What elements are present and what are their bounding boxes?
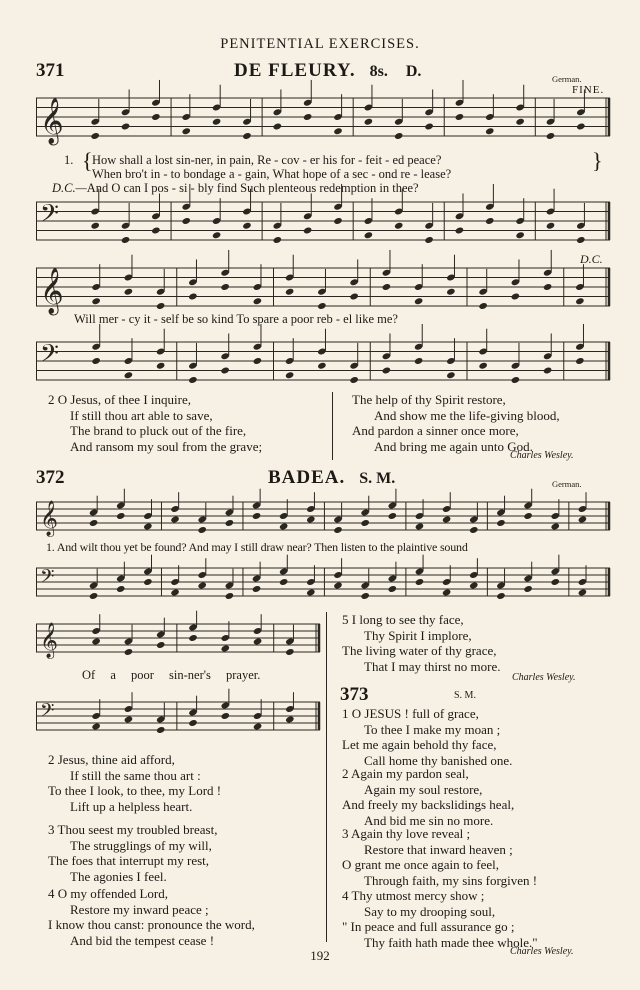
note-head: [90, 132, 99, 140]
stanza-line: 4 O my offended Lord,: [48, 886, 168, 901]
note-head: [188, 719, 197, 727]
stanza-line: The help of thy Spirit restore,: [352, 392, 506, 407]
composer: German.: [552, 479, 582, 489]
stanza-line: 3 Thou seest my troubled breast,: [48, 822, 218, 837]
note-head: [90, 222, 99, 230]
stanza: [342, 888, 538, 950]
note-head: [317, 302, 326, 310]
verse-number: 1.: [64, 153, 74, 167]
column-divider: [332, 392, 333, 460]
note-head: [360, 592, 369, 600]
treble-clef-icon: 𝄞: [40, 268, 64, 313]
lyric-line: 1. And wilt thou yet be found? And may I still draw near? Then listen to the plaintive sound: [46, 540, 468, 554]
note-head: [442, 516, 451, 524]
note-head: [349, 376, 358, 384]
note-head: [388, 512, 397, 520]
note-head: [333, 582, 342, 590]
note-head: [578, 589, 587, 597]
note-head: [188, 634, 197, 642]
note-head: [116, 512, 125, 520]
note-head: [578, 516, 587, 524]
tune-heading: [268, 467, 395, 489]
stanza-line: And bid me sin no more.: [364, 812, 494, 828]
stanza-line: " In peace and full assurance go ;: [342, 919, 515, 934]
stanza-line: Lift up a helpless heart.: [70, 798, 193, 814]
note-head: [360, 519, 369, 527]
brace: }: [592, 148, 603, 173]
note-head: [306, 589, 315, 597]
note-head: [91, 297, 100, 305]
author: Charles Wesley.: [510, 946, 574, 957]
note-head: [273, 236, 282, 244]
note-head: [285, 716, 294, 724]
stanza: [342, 612, 500, 674]
note-head: [170, 589, 179, 597]
note-head: [124, 288, 133, 296]
stanza: [352, 392, 560, 454]
page-number: 192: [310, 948, 330, 963]
note-head: [382, 367, 391, 375]
note-head: [424, 236, 433, 244]
note-head: [182, 127, 191, 135]
note-head: [124, 716, 133, 724]
note-head: [394, 132, 403, 140]
note-head: [252, 512, 261, 520]
stanza-line: And ransom my soul from the grave;: [70, 438, 263, 454]
stanza-line: The foes that interrupt my rest,: [48, 853, 210, 868]
music-staff: [36, 700, 320, 732]
stanza-line: The living water of thy grace,: [342, 643, 497, 658]
note-head: [121, 123, 130, 131]
composer: German.: [552, 74, 582, 84]
dc-mark: D.C.: [580, 252, 603, 266]
hymn-number: 372: [36, 467, 65, 488]
note-head: [515, 118, 524, 126]
stanza-line: 2 Jesus, thine aid afford,: [48, 752, 175, 767]
note-head: [225, 592, 234, 600]
stanza-line: Say to my drooping soul,: [364, 903, 496, 919]
note-head: [446, 371, 455, 379]
note-head: [546, 132, 555, 140]
stanza-line: Through faith, my sins forgiven !: [364, 872, 538, 888]
note-head: [455, 113, 464, 121]
note-head: [496, 519, 505, 527]
tune-key: D.: [405, 63, 422, 80]
note-head: [575, 357, 584, 365]
note-head: [424, 123, 433, 131]
tune-title: BADEA.: [268, 467, 346, 488]
stanza-line: The brand to pluck out of the fire,: [70, 423, 247, 438]
note-head: [220, 283, 229, 291]
stanza: [48, 752, 221, 814]
dc-prefix: D.C.—: [52, 181, 87, 195]
note-head: [576, 123, 585, 131]
note-head: [220, 367, 229, 375]
note-head: [212, 231, 221, 239]
stanza-line: And bid the tempest cease !: [70, 932, 215, 948]
tune-meter: S. M.: [359, 470, 396, 487]
note-head: [333, 127, 342, 135]
note-head: [116, 585, 125, 593]
note-head: [156, 641, 165, 649]
bass-clef-icon: 𝄢: [40, 565, 55, 591]
stanza-line: The agonies I feel.: [70, 868, 167, 884]
stanza-line: 4 Thy utmost mercy show ;: [342, 888, 485, 903]
note-head: [188, 293, 197, 301]
hymn-number: 373: [340, 684, 369, 705]
note-head: [543, 367, 552, 375]
stanza-line: That I may thirst no more.: [364, 658, 501, 674]
note-head: [511, 293, 520, 301]
note-head: [388, 585, 397, 593]
treble-clef-icon: 𝄞: [40, 501, 58, 535]
note-head: [91, 638, 100, 646]
stanza: [342, 826, 537, 888]
lyric-line: Of a poor sin-ner's prayer.: [82, 668, 261, 682]
note-head: [143, 523, 152, 531]
note-head: [91, 723, 100, 731]
stanza-line: 2 Again my pardon seal,: [342, 766, 469, 781]
note-head: [124, 371, 133, 379]
stanza: [342, 706, 512, 768]
stanza-line: O grant me once again to feel,: [342, 857, 500, 872]
stanza-line: Thy Spirit I implore,: [364, 627, 472, 643]
note-head: [279, 523, 288, 531]
stanza-line: To thee I look, to thee, my Lord !: [48, 783, 222, 798]
note-head: [151, 227, 160, 235]
note-head: [333, 217, 342, 225]
stanza-line: And freely my backslidings heal,: [342, 797, 515, 812]
note-head: [143, 578, 152, 586]
lyric-line: Will mer - cy it - self be so kind To spare a poor reb - el like me?: [74, 312, 398, 326]
treble-clef-icon: 𝄞: [40, 623, 58, 657]
note-head: [543, 283, 552, 291]
stanza: [48, 822, 217, 884]
stanza-line: If still thou art able to save,: [70, 407, 213, 423]
stanza-line: 5 I long to see thy face,: [342, 612, 464, 627]
note-head: [273, 123, 282, 131]
note-head: [170, 516, 179, 524]
note-head: [415, 523, 424, 531]
meter-label: S. M.: [454, 690, 476, 701]
fine-mark: FINE.: [572, 84, 605, 96]
stanza: [48, 392, 262, 454]
page-header: PENITENTIAL EXERCISES.: [220, 36, 420, 52]
column-divider: [326, 612, 327, 942]
treble-clef-icon: 𝄞: [40, 98, 64, 143]
note-head: [551, 578, 560, 586]
note-head: [364, 231, 373, 239]
note-head: [523, 585, 532, 593]
hymn-number: 371: [36, 60, 65, 81]
author: Charles Wesley.: [512, 672, 576, 683]
stanza: [48, 886, 255, 948]
note-head: [253, 638, 262, 646]
note-head: [394, 222, 403, 230]
bass-clef-icon: 𝄢: [40, 201, 59, 234]
note-head: [253, 297, 262, 305]
note-head: [511, 376, 520, 384]
music-staff: [36, 96, 610, 143]
note-head: [221, 645, 230, 653]
note-head: [442, 589, 451, 597]
stanza-line: I know thou canst: pronounce the word,: [48, 917, 255, 932]
lyric-line: And O can I pos - si - bly find Such plenteous redemption in thee?: [86, 181, 419, 195]
stanza-line: And show me the life-giving blood,: [374, 407, 560, 423]
note-head: [576, 236, 585, 244]
note-head: [253, 357, 262, 365]
tune-meter: 8s.: [369, 63, 388, 80]
note-head: [551, 523, 560, 531]
note-head: [242, 132, 251, 140]
note-head: [455, 227, 464, 235]
bass-clef-icon: 𝄢: [40, 341, 59, 374]
note-head: [515, 231, 524, 239]
note-head: [469, 582, 478, 590]
stanza-line: Restore that inward heaven ;: [364, 841, 513, 857]
bass-clef-icon: 𝄢: [40, 699, 55, 725]
stanza-line: The strugglings of my will,: [70, 837, 212, 853]
note-head: [212, 118, 221, 126]
note-head: [496, 592, 505, 600]
note-head: [349, 293, 358, 301]
brace: {: [82, 148, 93, 173]
note-head: [242, 222, 251, 230]
note-head: [285, 288, 294, 296]
note-head: [182, 217, 191, 225]
note-head: [197, 582, 206, 590]
music-staff: [36, 566, 610, 598]
note-head: [478, 302, 487, 310]
note-head: [364, 118, 373, 126]
music-staff: [36, 200, 610, 242]
stanza-line: 3 Again thy love reveal ;: [342, 826, 471, 841]
stanza-line: Again my soul restore,: [364, 781, 483, 797]
stanza-line: To thee I make my moan ;: [364, 721, 501, 737]
stanza: [342, 766, 514, 828]
stanza-line: Thy faith hath made thee whole.": [364, 934, 538, 950]
note-head: [303, 227, 312, 235]
note-head: [156, 726, 165, 734]
music-staff: [36, 500, 610, 535]
note-head: [285, 648, 294, 656]
stanza-line: Let me again behold thy face,: [342, 737, 497, 752]
note-head: [225, 519, 234, 527]
note-head: [151, 113, 160, 121]
note-head: [485, 127, 494, 135]
note-head: [469, 526, 478, 534]
note-head: [414, 357, 423, 365]
note-head: [89, 592, 98, 600]
stanza-line: And bring me again unto God.: [374, 438, 533, 454]
note-head: [446, 288, 455, 296]
note-head: [156, 302, 165, 310]
note-head: [89, 519, 98, 527]
music-staff: [36, 340, 610, 382]
note-head: [546, 222, 555, 230]
note-head: [523, 512, 532, 520]
note-head: [252, 585, 261, 593]
note-head: [91, 357, 100, 365]
note-head: [285, 371, 294, 379]
note-head: [156, 362, 165, 370]
stanza-line: Call home thy banished one.: [364, 752, 513, 768]
stanza-line: If still the same thou art :: [70, 767, 201, 783]
note-head: [478, 362, 487, 370]
note-head: [279, 578, 288, 586]
stanza-line: 1 O JESUS ! full of grace,: [342, 706, 479, 721]
note-head: [317, 362, 326, 370]
note-head: [188, 376, 197, 384]
tune-title: DE FLEURY.: [234, 60, 356, 81]
tune-heading: [234, 60, 421, 82]
music-staff: [36, 622, 320, 657]
note-head: [575, 297, 584, 305]
author: Charles Wesley.: [510, 450, 574, 461]
note-head: [306, 516, 315, 524]
stanza-line: Restore my inward peace ;: [70, 901, 209, 917]
note-head: [124, 648, 133, 656]
dc-lyric: [52, 181, 419, 196]
stanza-line: And pardon a sinner once more,: [352, 423, 519, 438]
stanza-line: 2 O Jesus, of thee I inquire,: [48, 392, 191, 407]
note-head: [197, 526, 206, 534]
note-head: [221, 712, 230, 720]
lyric-line: How shall a lost sin-ner, in pain, Re - cov - er his for - feit - ed peace?: [92, 153, 442, 167]
note-head: [415, 578, 424, 586]
note-head: [333, 526, 342, 534]
note-head: [121, 236, 130, 244]
note-head: [253, 723, 262, 731]
note-head: [303, 113, 312, 121]
note-head: [414, 297, 423, 305]
music-staff: [36, 266, 610, 313]
note-head: [382, 283, 391, 291]
lyric-line: When bro't in - to bondage a - gain, What hope of a sec - ond re - lease?: [92, 167, 452, 181]
note-head: [485, 217, 494, 225]
